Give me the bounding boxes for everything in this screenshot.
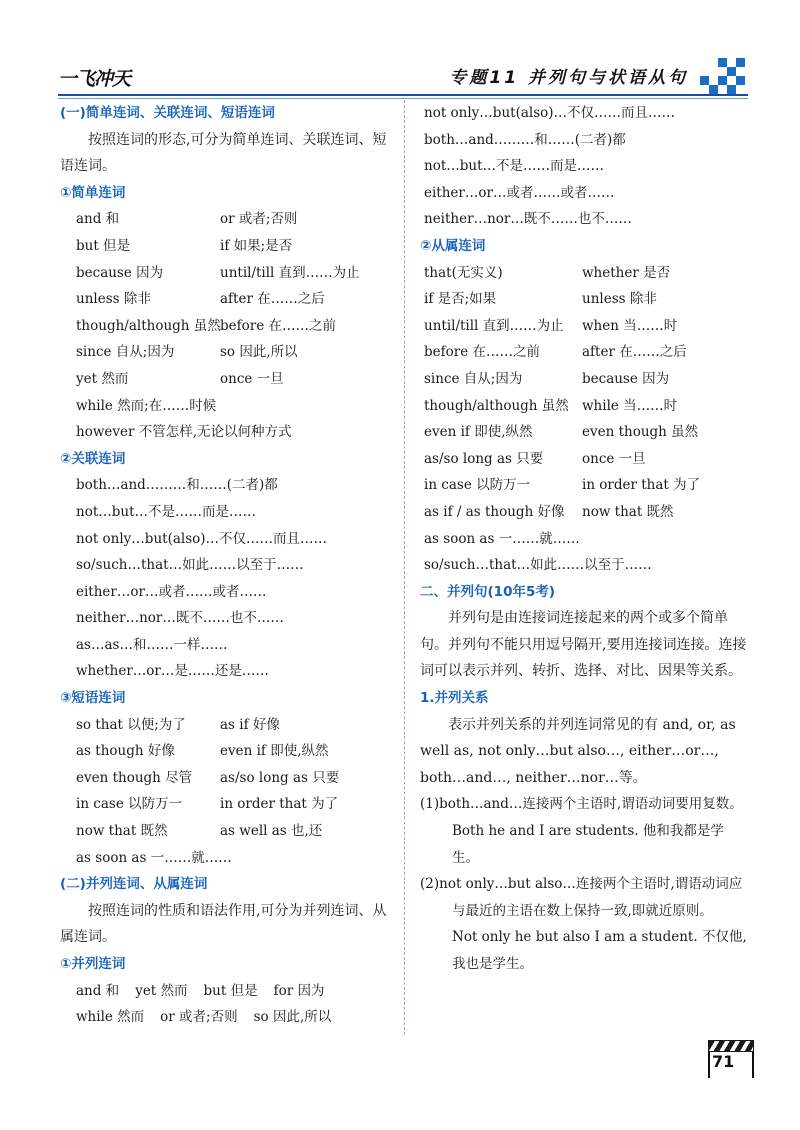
pair-row <box>60 765 395 792</box>
simple-conjunction-extra <box>60 393 395 446</box>
list-item: until/till 直到……为止 <box>220 264 360 281</box>
list-item: since 自从;因为 <box>76 344 175 361</box>
list-item: now that 既然 <box>76 823 168 840</box>
subheading-phrase: ③短语连词 <box>60 690 126 707</box>
pair-row <box>420 260 750 287</box>
list-item: now that 既然 <box>582 503 674 520</box>
pair-row <box>420 499 750 526</box>
list-item: and 和 <box>76 211 120 228</box>
list-item: even if 即使,纵然 <box>220 743 329 760</box>
list-item: because 因为 <box>582 370 670 387</box>
checker-decoration-icon <box>700 58 748 94</box>
list-item: so/such…that…如此……以至于…… <box>424 557 652 574</box>
subordinating-list <box>420 260 750 526</box>
coord-row <box>60 1004 395 1031</box>
example-sentence: Both he and I are students. 他和我都是学生。 <box>452 823 724 866</box>
list-item: once 一旦 <box>582 450 646 467</box>
section-heading: 二、并列句(10年5考) <box>420 583 556 600</box>
list-item: neither…nor…既不……也不…… <box>76 610 284 627</box>
pair-row <box>420 366 750 393</box>
list-item: unless 除非 <box>582 291 657 308</box>
pair-row <box>60 738 395 765</box>
subheading-correlative: ②关联连词 <box>60 450 126 467</box>
list-item: once 一旦 <box>220 370 284 387</box>
pair-row <box>420 286 750 313</box>
list-item: for 因为 <box>273 982 325 999</box>
list-item: or 或者;否则 <box>160 1009 238 1026</box>
pair-row <box>60 260 395 287</box>
section-heading: (二)并列连词、从属连词 <box>60 876 208 893</box>
badge-frame-right <box>752 1052 754 1078</box>
list-item: so 因此,所以 <box>253 1009 332 1026</box>
list-item: not…but…不是……而是…… <box>424 158 605 175</box>
right-column <box>420 100 750 978</box>
pair-row <box>420 419 750 446</box>
list-item: until/till 直到……为止 <box>424 317 564 334</box>
list-item: but 但是 <box>76 237 131 254</box>
header-rule-thin <box>58 98 748 99</box>
list-item: that(无实义) <box>424 264 503 281</box>
pair-row <box>60 339 395 366</box>
pair-row <box>60 286 395 313</box>
list-item: yet 然而 <box>76 370 129 387</box>
list-item: before 在……之前 <box>220 317 336 334</box>
parallel-intro: 表示并列关系的并列连词常见的有 and, or, as well as, not only…but also…, either…or…, both…and…, neither…nor…等。 <box>420 716 736 786</box>
pair-row <box>420 393 750 420</box>
list-item: as/so long as 只要 <box>424 450 544 467</box>
page-number: 71 <box>712 1052 735 1071</box>
list-item: while 然而 <box>76 1009 145 1026</box>
pair-row <box>60 818 395 845</box>
subheading-simple: ①简单连词 <box>60 184 126 201</box>
simple-conjunction-list <box>60 206 395 392</box>
pair-row <box>420 446 750 473</box>
list-item: yet 然而 <box>135 982 188 999</box>
intro-paragraph: 按照连词的性质和语法作用,可分为并列连词、从属连词。 <box>60 902 387 946</box>
pair-row <box>60 313 395 340</box>
correlative-list <box>60 472 395 685</box>
subheading-coordinating: ①并列连词 <box>60 956 126 972</box>
list-item: so 因此,所以 <box>220 344 298 361</box>
pair-row <box>420 339 750 366</box>
list-item: because 因为 <box>76 264 164 281</box>
list-item: so that 以便;为了 <box>76 716 186 733</box>
subheading-parallel: 1.并列关系 <box>420 690 489 707</box>
intro-paragraph: 按照连词的形态,可分为简单连词、关联连词、短语连词。 <box>60 131 387 175</box>
list-item: after 在……之后 <box>220 291 325 308</box>
list-item: before 在……之前 <box>424 344 540 361</box>
list-item: if 如果;是否 <box>220 237 293 254</box>
list-item: not only…but(also)…不仅……而且…… <box>76 530 328 547</box>
correlative-list-continued <box>420 100 750 233</box>
list-item: in order that 为了 <box>582 477 701 494</box>
pair-row <box>60 791 395 818</box>
list-item: or 或者;否则 <box>220 211 298 228</box>
list-item: while 然而;在……时候 <box>76 397 217 414</box>
list-item: as soon as 一……就…… <box>76 849 232 866</box>
list-item: unless 除非 <box>76 291 151 308</box>
list-item: since 自从;因为 <box>424 370 523 387</box>
list-item: not…but…不是……而是…… <box>76 503 257 520</box>
list-item: after 在……之后 <box>582 344 687 361</box>
list-item: though/although 虽然 <box>76 317 221 334</box>
list-item: so/such…that…如此……以至于…… <box>76 557 304 574</box>
page-header <box>58 58 748 98</box>
list-item: as if / as though 好像 <box>424 503 565 520</box>
example-sentence: Not only he but also I am a student. 不仅他,我也是学生。 <box>452 929 747 972</box>
list-item: as well as 也,还 <box>220 823 323 840</box>
list-item: however 不管怎样,无论以何种方式 <box>76 424 292 441</box>
list-item: if 是否;如果 <box>424 291 497 308</box>
list-item: in order that 为了 <box>220 796 339 813</box>
list-item: though/although 虽然 <box>424 397 569 414</box>
list-item: and 和 <box>76 982 120 999</box>
pair-row <box>60 233 395 260</box>
pair-row <box>420 313 750 340</box>
list-item: neither…nor…既不……也不…… <box>424 211 632 228</box>
phrase-conjunction-list <box>60 712 395 845</box>
list-item: but 但是 <box>203 982 258 999</box>
coord-row <box>60 978 395 1005</box>
header-rule <box>58 94 748 96</box>
list-item: as if 好像 <box>220 716 280 733</box>
list-item: either…or…或者……或者…… <box>76 583 267 600</box>
list-item: whether 是否 <box>582 264 671 281</box>
list-item: both…and………和……(二者)都 <box>424 131 626 148</box>
list-item: in case 以防万一 <box>76 796 183 813</box>
list-item: when 当……时 <box>582 317 678 334</box>
list-item: while 当……时 <box>582 397 678 414</box>
column-divider <box>404 100 405 1035</box>
subordinating-extra <box>420 526 750 579</box>
list-item: as…as…和……一样…… <box>76 636 228 653</box>
topic-title: 专题11 并列句与状语从句 <box>449 68 688 88</box>
section-heading: (一)简单连词、关联连词、短语连词 <box>60 105 275 121</box>
list-item: either…or…或者……或者…… <box>424 184 615 201</box>
badge-frame-left <box>708 1052 710 1078</box>
intro-paragraph: 并列句是由连接词连接起来的两个或多个简单句。并列句不能只用逗号隔开,要用连接词连接。连接词可以表示并列、转折、选择、对比、因果等关系。 <box>420 610 747 680</box>
pair-row <box>420 472 750 499</box>
list-item: even though 尽管 <box>76 769 193 786</box>
page-number-badge <box>708 1040 754 1082</box>
list-item: even if 即使,纵然 <box>424 424 533 441</box>
list-item: whether…or…是……还是…… <box>76 663 269 680</box>
pair-row <box>60 206 395 233</box>
list-item: as though 好像 <box>76 743 175 760</box>
pair-row <box>60 712 395 739</box>
subheading-subordinating: ②从属连词 <box>420 237 486 254</box>
stripe-decoration-icon <box>708 1040 754 1052</box>
list-item: even though 虽然 <box>582 424 699 441</box>
rule-item: (1)both…and…连接两个主语时,谓语动词要用复数。 <box>420 796 743 813</box>
list-item: not only…but(also)…不仅……而且…… <box>424 105 676 121</box>
list-item: as soon as 一……就…… <box>424 530 580 547</box>
list-item: in case 以防万一 <box>424 477 531 494</box>
book-logo: 一飞冲天 <box>58 68 131 90</box>
list-item: as/so long as 只要 <box>220 769 340 786</box>
left-column <box>60 100 395 1031</box>
pair-row <box>60 366 395 393</box>
list-item: both…and………和……(二者)都 <box>76 477 278 494</box>
rule-item: (2)not only…but also…连接两个主语时,谓语动词应与最近的主语在数上保持一致,即就近原则。 <box>420 876 743 919</box>
